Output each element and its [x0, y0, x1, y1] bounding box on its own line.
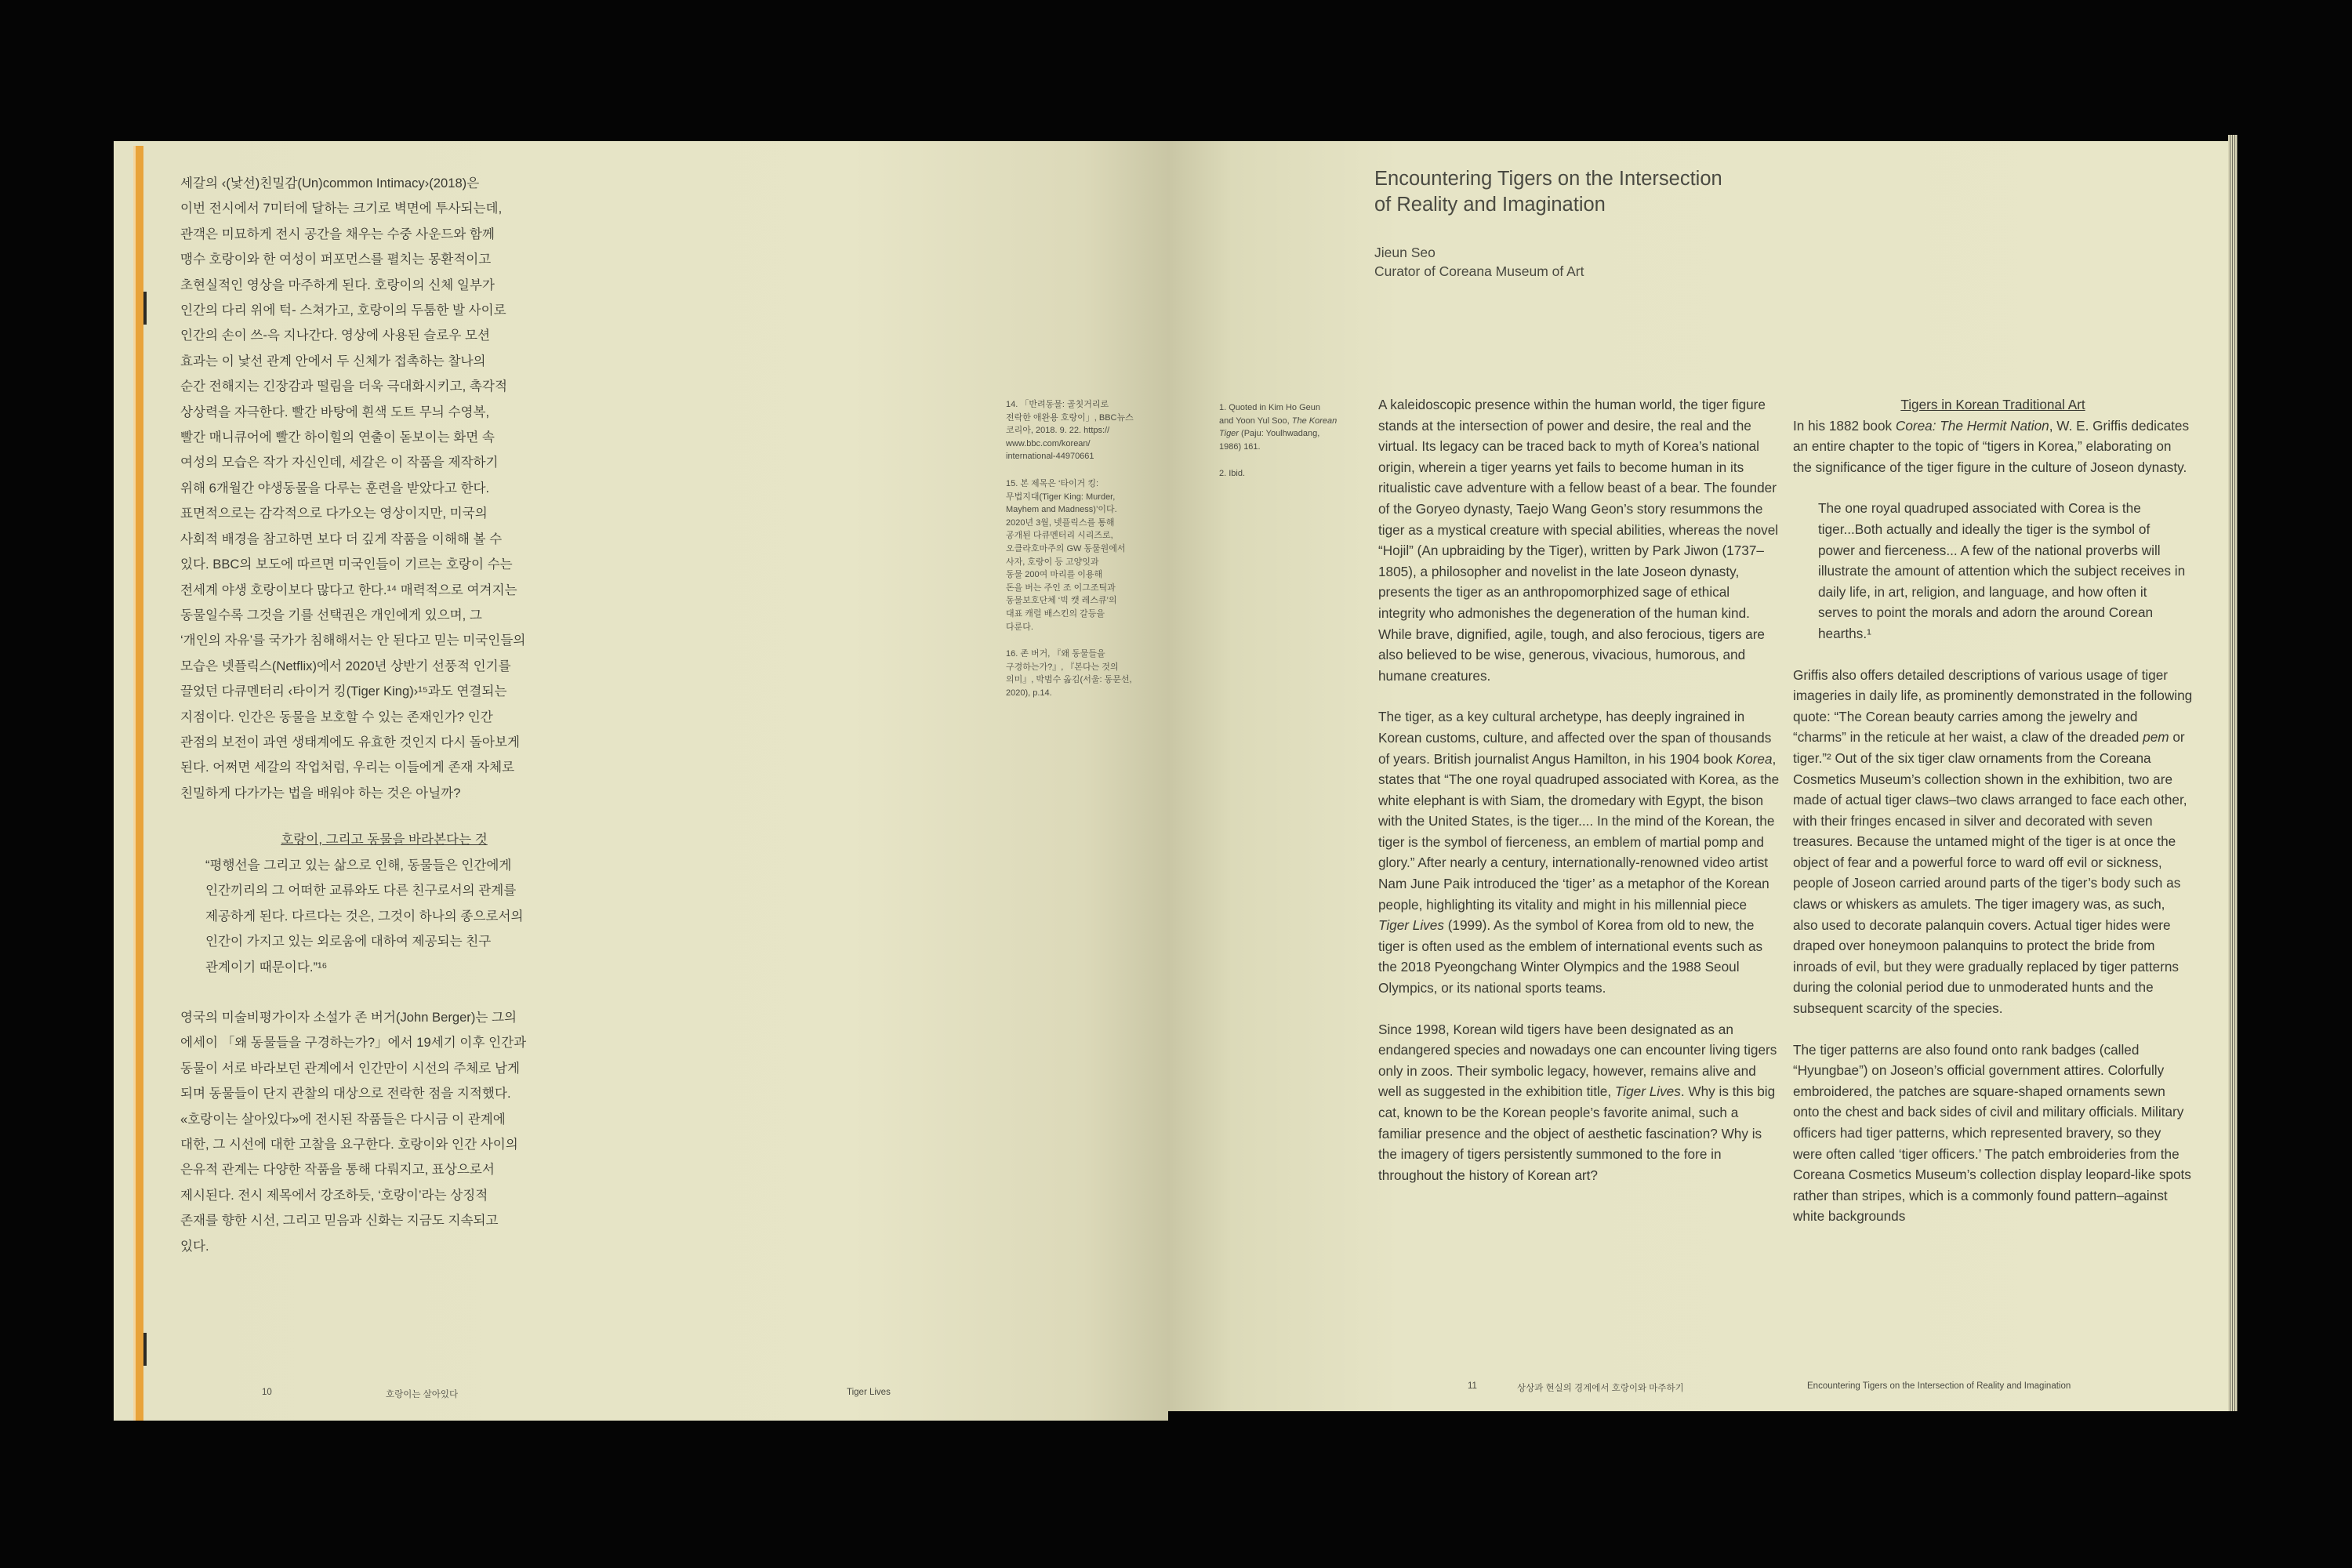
- korean-paragraph-2: [180, 1005, 588, 1259]
- edge-tick-mark: [143, 292, 147, 325]
- text-line: 맹수 호랑이와 한 여성이 퍼포먼스를 펼치는 몽환적이고: [180, 252, 492, 267]
- paragraph: A kaleidoscopic presence within the human world, the tiger figure stands at the intersection of power and desire, the real and the virtual. Its legacy can be traced back to myth of Korea’s national origin, wherein a tiger yearns yet fails to become human in its ritualistic cave adventure with a fellow beast of a bear. The founder of the Goryeo dynasty, Taejo Wang Geon’s story resummons the tiger as a mystical creature with special abilities, whereas the novel “Hojil” (An upbraiding by the Tiger), written by Park Jiwon (1737–1805), a philosopher and novelist in the late Joseon dynasty, presents the tiger as an anthropomorphized sage of ethical integrity who admonishes the degeneration of the human kind. While brave, dignified, agile, tough, and also ferocious, tigers are also believed to be wise, generous, vivacious, humorous, and humane creatures.: [1378, 397, 1779, 684]
- korean-quote: [205, 853, 588, 980]
- folio-english-title: Encountering Tigers on the Intersection of Reality and Imagination: [1807, 1381, 2071, 1391]
- text-line: 있다.: [180, 1238, 209, 1254]
- text-line: 관객은 미묘하게 전시 공간을 채우는 수중 사운드와 함께: [180, 226, 495, 241]
- text-line: 여성의 모습은 작가 자신인데, 세갈은 이 작품을 제작하기: [180, 455, 499, 470]
- text-line: 에세이 「왜 동물들을 구경하는가?」에서 19세기 이후 인간과: [180, 1035, 527, 1051]
- text-line: 제시된다. 전시 제목에서 강조하듯, ‘호랑이’라는 상징적: [180, 1187, 488, 1203]
- text-line: 위해 6개월간 야생동물을 다루는 훈련을 받았다고 한다.: [180, 480, 490, 495]
- text-line: 대한, 그 시선에 대한 고찰을 요구한다. 호랑이와 인간 사이의: [180, 1137, 518, 1152]
- text-line: 상상력을 자극한다. 빨간 바탕에 흰색 도트 무늬 수영복,: [180, 404, 490, 419]
- folio-korean-title: 상상과 현실의 경계에서 호랑이와 마주하기: [1517, 1384, 1684, 1393]
- text-line: 관점의 보전이 과연 생태계에도 유효한 것인지 다시 돌아보게: [180, 734, 521, 750]
- text-line: 표면적으로는 감각적으로 다가오는 영상이지만, 미국의: [180, 506, 488, 521]
- text-line: 전세계 야생 호랑이보다 많다고 한다.¹⁴ 매력적으로 여겨지는: [180, 582, 517, 597]
- text-line: 동물일수록 그것을 기를 선택권은 개인에게 있으며, 그: [180, 607, 482, 622]
- korean-paragraph-1: [180, 171, 588, 806]
- text-line: 동물이 서로 바라보던 관계에서 인간만이 시선의 주체로 남게: [180, 1060, 521, 1076]
- text-line: 있다. BBC의 보도에 따르면 미국인들이 기르는 호랑이 수는: [180, 557, 513, 572]
- text-line: 인간의 다리 위에 턱- 스쳐가고, 호랑이의 두툼한 발 사이로: [180, 303, 506, 318]
- text-line: 초현실적인 영상을 마주하게 된다. 호랑이의 신체 일부가: [180, 277, 495, 292]
- article-column-2: [1793, 394, 2193, 1247]
- paragraph: Griffis also offers detailed descriptions of various usage of tiger imageries in daily life, as prominently demonstrated in the following quote: “The Corean beauty carries among the jewelry and “charms” in the reticule at her waist, a claw of the dreaded pem or tiger.”² Out of the six tiger claw ornaments from the Coreana Cosmetics Museum’s collection shown in the exhibition, two are made of actual tiger claws–two claws arranged to face each other, with their fringes encased in silver and decorated with seven treasures. Because the untamed might of the tiger is at once the object of fear and a powerful force to ward off evil or sickness, people of Joseon carried around parts of the tiger’s body such as claws or whiskers as amulets. The tiger imagery was, as such, also used to decorate palanquin covers. Actual tiger hides were draped over honeymoon palanquins to protect the bride from inroads of evil, but they were gradually replaced by tiger patterns during the colonial period due to unmoderated hunts and the subsequent scarcity of the species.: [1793, 666, 2193, 1017]
- author-name: Jieun Seo: [1374, 245, 1436, 260]
- right-footnotes: [1219, 401, 1356, 495]
- folio-korean-title: 호랑이는 살아있다: [386, 1390, 459, 1399]
- article-column-1: [1378, 394, 1780, 1206]
- korean-section-heading: 호랑이, 그리고 동물을 바라본다는 것: [281, 832, 488, 847]
- author-role: Curator of Coreana Museum of Art: [1374, 263, 1584, 279]
- text-line: 세갈의 ‹(낯선)친밀감(Un)common Intimacy›(2018)은: [180, 176, 480, 191]
- text-line: «호랑이는 살아있다»에 전시된 작품들은 다시금 이 관계에: [180, 1111, 506, 1127]
- footnote-2: 2. Ibid.: [1219, 469, 1246, 479]
- text-line: 영국의 미술비평가이자 소설가 존 버거(John Berger)는 그의: [180, 1010, 517, 1025]
- text-line: 관계이기 때문이다.”¹⁶: [205, 959, 328, 975]
- text-line: 효과는 이 낯선 관계 안에서 두 신체가 접촉하는 찰나의: [180, 353, 486, 368]
- text-line: “평행선을 그리고 있는 삶으로 인해, 동물들은 인간에게: [205, 858, 512, 873]
- paragraph: The tiger patterns are also found onto rank badges (called “Hyungbae”) on Joseon’s official government attires. Colorfully embroidered, the patches are square-shaped ornaments sewn onto the chest and back sides of civil and military officials. Military officers had tiger patterns, which represented bravery, so they were often called ‘tiger officers.’ The patch embroideries from the Coreana Cosmetics Museum’s collection display leopard-like spots rather than stripes, which is a commonly found pattern–against white backgrounds: [1793, 1041, 2191, 1225]
- text-line: 존재를 향한 시선, 그리고 믿음과 신화는 지금도 지속되고: [180, 1213, 499, 1229]
- text-line: 순간 전해지는 긴장감과 떨림을 더욱 극대화시키고, 촉각적: [180, 379, 507, 394]
- text-line: 되며 동물들이 단지 관찰의 대상으로 전락한 점을 지적했다.: [180, 1086, 511, 1102]
- page-stack-edge: [2228, 135, 2238, 1411]
- text-line: 모습은 넷플릭스(Netflix)에서 2020년 상반기 선풍적 인기를: [180, 658, 511, 673]
- folio-page-number: 10: [262, 1388, 272, 1397]
- text-line: 인간이 가지고 있는 외로움에 대하여 제공되는 친구: [205, 934, 492, 949]
- text-line: 된다. 어쩌면 세갈의 작업처럼, 우리는 이들에게 존재 자체로: [180, 760, 515, 775]
- folio-english-title: Tiger Lives: [847, 1388, 891, 1397]
- text-line: 사회적 배경을 참고하면 보다 더 깊게 작품을 이해해 볼 수: [180, 531, 503, 546]
- text-line: 은유적 관계는 다양한 작품을 통해 다뤄지고, 표상으로서: [180, 1162, 495, 1178]
- section-heading: Tigers in Korean Traditional Art: [1900, 397, 2085, 412]
- paragraph: Since 1998, Korean wild tigers have been designated as an endangered species and nowadays one can encounter living tigers only in zoos. Their symbolic legacy, however, remains alive and well as suggested in the exhibition title, Tiger Lives. Why is this big cat, known to be the Korean people’s favorite animal, such a familiar presence and the object of aesthetic fascination? Why is the imagery of tigers persistently summoned to the fore in throughout the history of Korean art?: [1378, 1021, 1777, 1183]
- folio-page-number: 11: [1468, 1381, 1477, 1391]
- footnote-16: 16. 존 버거, 『왜 동물들을 구경하는가?』, 『본다는 것의 의미』, 박범수 옮김(서울: 동문선, 2020), p.14.: [1006, 649, 1132, 698]
- paragraph: In his 1882 book Corea: The Hermit Nation, W. E. Griffis dedicates an entire chapter to the topic of “tigers in Korea,” elaborating on the significance of the tiger figure in the culture of Joseon dynasty.: [1793, 417, 2190, 475]
- block-quote: The one royal quadruped associated with Corea is the tiger...Both actually and ideally the tiger is the symbol of power and fierceness... A few of the national proverbs will illustrate the amount of attention which the subject receives in daily life, in art, religion, and language, and how often it serves to point the morals and adorn the around Corean hearths.¹: [1818, 500, 2186, 641]
- text-line: 끌었던 다큐멘터리 ‹타이거 킹(Tiger King)›¹⁵과도 연결되는: [180, 684, 507, 699]
- text-line: 이번 전시에서 7미터에 달하는 크기로 벽면에 투사되는데,: [180, 201, 503, 216]
- footnote-14: 14. 「반려동물: 골칫거리로 전락한 애완용 호랑이」, BBC뉴스 코리아, 2018. 9. 22. https:// www.bbc.com/korean/ international-44970661: [1006, 400, 1134, 462]
- text-line: 인간의 손이 쓰-윽 지나간다. 영상에 사용된 슬로우 모션: [180, 328, 491, 343]
- paragraph: The tiger, as a key cultural archetype, has deeply ingrained in Korean customs, culture, and affected over the span of thousands of years. British journalist Angus Hamilton, in his 1904 book Korea, states that “The one royal quadruped associated with Korea, as the white elephant is with Siam, the dromedary with Egypt, the bison with the United States, is the tiger.... In the mind of the Korean, the tiger is the symbol of fierceness, an emblem of martial pomp and glory.” After nearly a century, internationally-renowned video artist Nam June Paik introduced the ‘tiger’ as a metaphor of the Korean people, highlighting its vitality and might in his millennial piece Tiger Lives (1999). As the symbol of Korea from old to new, the tiger is often used as the emblem of international events such as the 2018 Pyeongchang Winter Olympics and the 1988 Seoul Olympics, or its national sports teams.: [1378, 709, 1780, 996]
- edge-tick-mark: [143, 1333, 147, 1366]
- text-line: 인간끼리의 그 어떠한 교류와도 다른 친구로서의 관계를: [205, 883, 517, 898]
- article-title: Encountering Tigers on the Intersection of Reality and Imagination: [1374, 168, 1722, 216]
- footnote-15: 15. 본 제목은 ‘타이거 킹: 무법지대(Tiger King: Murder, Mayhem and Madness)’이다. 2020년 3월, 넷플릭스를 통해 공개된 다큐멘터리 시리즈로, 오클라호마주의 GW 동물원에서 사자, 호랑이 등 고양잇과 동물 200여 마리를 이용해 돈을 버는 주인 조 이그조틱과 동물보호단체 ‘빅 캣 레스큐’의 대표 캐럴 배스킨의 갈등을 다룬다.: [1006, 478, 1126, 632]
- text-line: ‘개인의 자유’를 국가가 침해해서는 안 된다고 믿는 미국인들의: [180, 633, 526, 648]
- text-line: 빨간 매니큐어에 빨간 하이힐의 연출이 돋보이는 화면 속: [180, 430, 495, 445]
- text-line: 지점이다. 인간은 동물을 보호할 수 있는 존재인가? 인간: [180, 709, 493, 724]
- orange-page-edge: [136, 146, 143, 1421]
- text-line: 제공하게 된다. 다르다는 것은, 그것이 하나의 종으로서의: [205, 908, 524, 924]
- footnote-1: 1. Quoted in Kim Ho Geun and Yoon Yul Soo, The Korean Tiger (Paju: Youlhwadang, 1986) 161.: [1219, 403, 1338, 452]
- text-line: 친밀하게 다가가는 법을 배워야 하는 것은 아닐까?: [180, 785, 461, 800]
- left-footnotes: [1006, 398, 1143, 713]
